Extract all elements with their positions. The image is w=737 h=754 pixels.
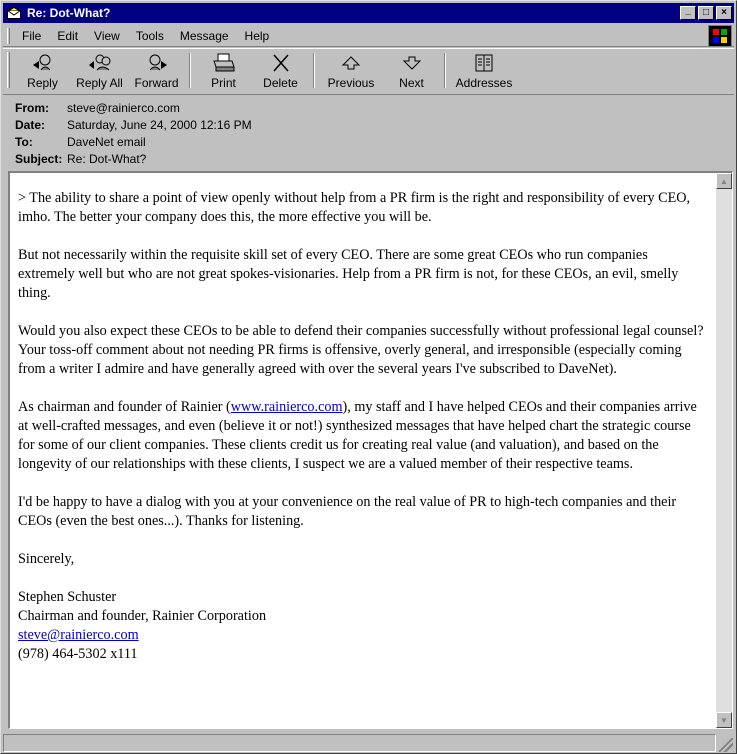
body-p4-before: As chairman and founder of Rainier ( bbox=[18, 399, 231, 415]
body-paragraph-4 bbox=[18, 398, 707, 474]
forward-icon bbox=[145, 53, 169, 73]
previous-label: Previous bbox=[327, 76, 375, 90]
message-body-frame[interactable] bbox=[8, 171, 733, 729]
from-label: From: bbox=[15, 100, 49, 115]
signature-title: Chairman and founder, Rainier Corporation bbox=[18, 608, 267, 624]
header-to bbox=[3, 133, 734, 150]
toolbar-grip[interactable] bbox=[7, 52, 10, 88]
rainier-website-link[interactable]: www.rainierco.com bbox=[230, 399, 343, 415]
toolbar-separator bbox=[313, 53, 315, 88]
minimize-icon: _ bbox=[685, 5, 691, 16]
printer-icon bbox=[212, 53, 236, 73]
signature bbox=[18, 588, 707, 664]
body-p4-after: ), my staff and I have helped CEOs and their companies arrive at well-crafted messages, and even (believe it or not!) synthesized messages that have helped chart the strategic course for some of our client companies. These clients credit us for creating real value (and valuation), and based on the longevity of our relationships with these clients, I suspect we are a valued member of their respective teams. bbox=[18, 399, 697, 472]
envelope-icon bbox=[6, 5, 22, 21]
address-book-icon bbox=[472, 53, 496, 73]
delete-icon bbox=[269, 53, 293, 73]
title-bar[interactable] bbox=[3, 3, 734, 23]
next-label: Next bbox=[399, 76, 424, 90]
scroll-up-arrow-icon: ▲ bbox=[720, 176, 728, 186]
to-label: To: bbox=[15, 134, 33, 149]
body-paragraph-3: Would you also expect these CEOs to be able to defend their companies successfully without professional legal counsel? Your toss-off comment about not needing PR firms is offensive, overly general, and irresponsible (especially coming from a writer I admire and have generally agreed with over the several years I've subscribed to DaveNet). bbox=[18, 323, 704, 377]
to-value: DaveNet email bbox=[67, 134, 146, 149]
reply-all-label: Reply All bbox=[76, 76, 123, 90]
reply-button[interactable] bbox=[14, 49, 71, 92]
next-button[interactable] bbox=[383, 49, 440, 92]
date-value: Saturday, June 24, 2000 12:16 PM bbox=[67, 117, 252, 132]
signature-phone: (978) 464-5302 x111 bbox=[18, 646, 138, 662]
message-body[interactable] bbox=[10, 173, 715, 728]
scroll-down-button[interactable] bbox=[716, 712, 732, 728]
signature-email-link[interactable]: steve@rainierco.com bbox=[18, 627, 139, 643]
menu-help[interactable]: Help bbox=[244, 28, 270, 43]
reply-all-icon bbox=[88, 53, 112, 73]
scroll-up-button[interactable] bbox=[716, 173, 732, 189]
window-title: Re: Dot-What? bbox=[27, 6, 111, 20]
status-bar bbox=[3, 733, 734, 753]
addresses-button[interactable] bbox=[450, 49, 518, 92]
addresses-label: Addresses bbox=[455, 76, 513, 90]
signature-name: Stephen Schuster bbox=[18, 589, 117, 605]
scroll-down-arrow-icon: ▼ bbox=[720, 715, 728, 725]
reply-all-button[interactable] bbox=[71, 49, 128, 92]
body-paragraph-2: But not necessarily within the requisite skill set of every CEO. There are some great CEOs who run companies extremely well but who are not great spokes-visionaries. Help from a PR firm is not, for these CEOs, an evil, smelly thing. bbox=[18, 247, 679, 301]
previous-button[interactable] bbox=[319, 49, 383, 92]
menu-message[interactable]: Message bbox=[179, 28, 229, 43]
close-button[interactable] bbox=[716, 6, 732, 20]
vertical-scrollbar[interactable] bbox=[716, 173, 732, 728]
subject-value: Re: Dot-What? bbox=[67, 151, 147, 166]
closing: Sincerely, bbox=[18, 551, 75, 567]
menu-view[interactable]: View bbox=[94, 28, 120, 43]
minimize-button[interactable] bbox=[680, 6, 696, 20]
header-from bbox=[3, 99, 734, 116]
up-arrow-icon bbox=[339, 53, 363, 73]
resize-grip-icon[interactable] bbox=[719, 738, 733, 752]
maximize-icon: □ bbox=[702, 7, 710, 18]
date-label: Date: bbox=[15, 117, 46, 132]
toolbar-separator bbox=[189, 53, 191, 88]
toolbar bbox=[3, 48, 734, 92]
maximize-button[interactable] bbox=[698, 6, 714, 20]
subject-label: Subject: bbox=[15, 151, 63, 166]
from-value: steve@rainierco.com bbox=[67, 100, 180, 115]
reply-icon bbox=[31, 53, 55, 73]
header-date bbox=[3, 116, 734, 133]
message-headers bbox=[3, 94, 734, 168]
body-paragraph-1: > The ability to share a point of view openly without help from a PR firm is the right and responsibility of every CEO, imho. The better your company does this, the more effective you will be. bbox=[18, 190, 691, 225]
delete-button[interactable] bbox=[252, 49, 309, 92]
menu-edit[interactable]: Edit bbox=[57, 28, 79, 43]
status-text bbox=[3, 734, 716, 752]
print-label: Print bbox=[211, 76, 236, 90]
menu-tools[interactable]: Tools bbox=[135, 28, 164, 43]
toolbar-separator bbox=[444, 53, 446, 88]
windows-logo-icon bbox=[708, 25, 732, 47]
body-paragraph-5: I'd be happy to have a dialog with you at your convenience on the real value of PR to high-tech companies and their CEOs (even the best ones...). Thanks for listening. bbox=[18, 494, 677, 529]
close-icon: × bbox=[721, 7, 727, 18]
menu-grip[interactable] bbox=[7, 28, 10, 44]
delete-label: Delete bbox=[263, 76, 298, 90]
forward-label: Forward bbox=[134, 76, 179, 90]
down-arrow-icon bbox=[400, 53, 424, 73]
menu-file[interactable]: File bbox=[22, 28, 42, 43]
print-button[interactable] bbox=[195, 49, 252, 92]
menu-bar bbox=[3, 25, 734, 47]
forward-button[interactable] bbox=[128, 49, 185, 92]
header-subject bbox=[3, 150, 734, 167]
reply-label: Reply bbox=[27, 76, 58, 90]
